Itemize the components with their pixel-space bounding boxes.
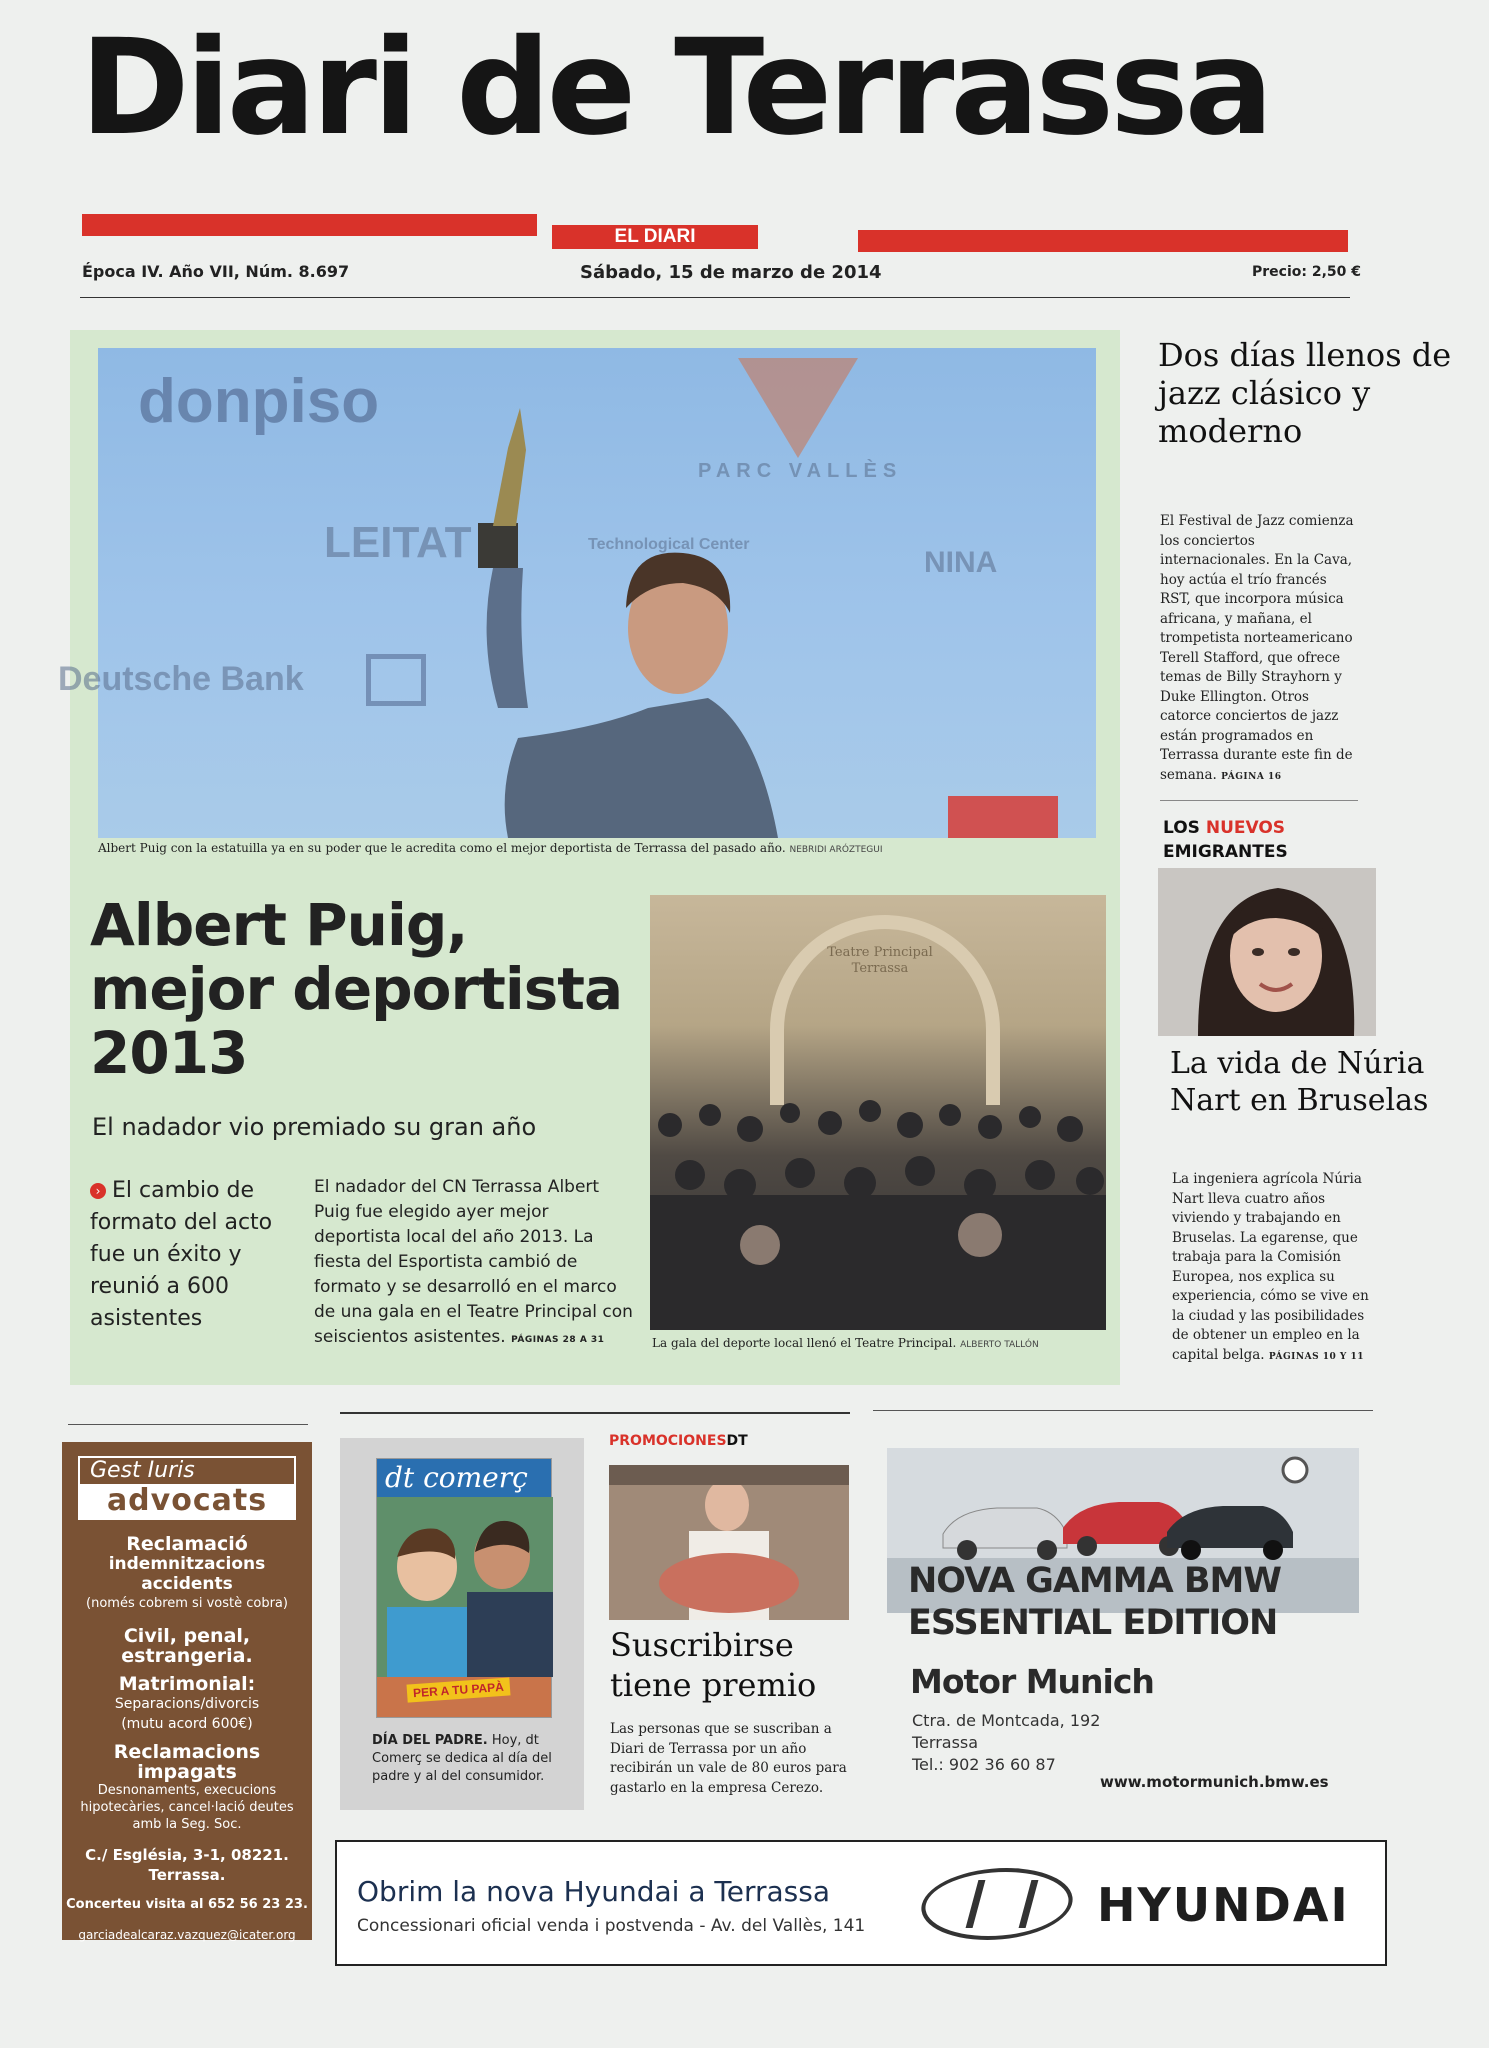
logo-bottom-text: advocats bbox=[80, 1484, 294, 1518]
dt-comerc-text bbox=[372, 1732, 562, 1786]
main-page-ref[interactable]: PÁGINAS 28 A 31 bbox=[511, 1335, 605, 1345]
masthead-rule bbox=[80, 297, 1350, 298]
hyundai-ad[interactable] bbox=[335, 1840, 1387, 1966]
crowd-icon bbox=[650, 1085, 1106, 1330]
dt-comerc-body: Hoy, dt Comerç se dedica al día del padre y al del consumidor. bbox=[372, 1733, 552, 1784]
sponsor-logo-leitat: LEITAT bbox=[324, 518, 472, 567]
adv-line-12: amb la Seg. Soc. bbox=[132, 1817, 242, 1832]
ad-gest-iuris[interactable] bbox=[62, 1442, 312, 1940]
adv-line-6: Matrimonial: bbox=[118, 1673, 256, 1695]
bmw-dealer-name: Motor Munich bbox=[910, 1662, 1154, 1701]
main-subhead: El nadador vio premiado su gran año bbox=[92, 1113, 537, 1141]
theatre-arch bbox=[770, 915, 1000, 1105]
hyundai-logo-icon bbox=[912, 1868, 1081, 1940]
sponsor-logo-parc-valles: PARC VALLÈS bbox=[698, 460, 903, 482]
bullet-arrow-icon: › bbox=[90, 1183, 106, 1199]
adv-line-11: hipotecàries, cancel·lació deutes bbox=[80, 1800, 294, 1815]
masthead-tagline: EL DIARI bbox=[552, 225, 758, 249]
jazz-page-ref[interactable]: PÁGINA 16 bbox=[1221, 771, 1282, 782]
gest-iuris-logo bbox=[78, 1456, 296, 1520]
adv-line-7: Separacions/divorcis bbox=[114, 1696, 260, 1712]
bottom-rule-mid bbox=[340, 1412, 850, 1414]
sponsor-logo-donpiso: donpiso bbox=[138, 367, 380, 436]
main-headline[interactable]: Albert Puig, mejor deportista 2013 bbox=[90, 891, 623, 1087]
cover-title: dt comerç bbox=[377, 1459, 551, 1497]
kicker-red: NUEVOS bbox=[1205, 818, 1286, 838]
hyundai-title: Obrim la nova Hyundai a Terrassa bbox=[357, 1875, 831, 1908]
bottom-rule-right bbox=[873, 1410, 1373, 1411]
jazz-body bbox=[1160, 512, 1360, 787]
logo-top-text: Gest Iuris bbox=[90, 1458, 195, 1483]
dt-comerc-lead: DÍA DEL PADRE. bbox=[372, 1733, 488, 1748]
hero-photo-caption bbox=[98, 841, 882, 855]
gala-photo[interactable] bbox=[650, 895, 1106, 1330]
issue-date: Sábado, 15 de marzo de 2014 bbox=[580, 262, 882, 283]
bullet-text: El cambio de formato del acto fue un éxito y reunió a 600 asistentes bbox=[90, 1178, 273, 1331]
bmw-address-line1: Ctra. de Montcada, 192 bbox=[912, 1711, 1101, 1730]
masthead-title: Diari de Terrassa bbox=[80, 11, 1270, 165]
bottom-rule-left bbox=[68, 1424, 308, 1425]
promo-body: Las personas que se suscriban a Diari de Terrassa por un año recibirán un vale de 80 euros para gastarlo en la empresa Cerezo. bbox=[610, 1721, 847, 1796]
nuria-body-text: La ingeniera agrícola Núria Nart lleva cuatro años viviendo y trabajando en Bruselas. La egarense, que trabaja para la Comisión Europea, nos explica su experiencia, cómo se vive en la ciudad y las posibilidades de obtener un empleo en la capital belga. bbox=[1172, 1171, 1369, 1363]
adv-line-5: estrangeria. bbox=[121, 1645, 253, 1667]
nuria-page-ref[interactable]: PÁGINAS 10 Y 11 bbox=[1268, 1351, 1364, 1362]
sponsor-red-badge bbox=[948, 796, 1058, 838]
sponsor-logo-deutsche-bank: Deutsche Bank bbox=[58, 660, 304, 698]
advocats-services bbox=[62, 1534, 312, 1945]
athlete-figure-icon bbox=[398, 408, 798, 838]
promo-label-red: PROMOCIONES bbox=[609, 1433, 727, 1449]
adv-line-2: indemnitzacions accidents bbox=[108, 1554, 266, 1594]
bmw-address-line2: Terrassa bbox=[912, 1733, 979, 1752]
bmw-phone[interactable]: Tel.: 902 36 60 87 bbox=[912, 1755, 1056, 1774]
masthead-red-bar-left bbox=[82, 214, 537, 236]
kicker-prefix: LOS bbox=[1163, 818, 1206, 838]
kicker-suffix: EMIGRANTES bbox=[1163, 842, 1288, 862]
dt-comerc-cover bbox=[376, 1458, 552, 1718]
bmw-title bbox=[908, 1560, 1281, 1644]
promo-photo[interactable] bbox=[609, 1465, 849, 1620]
main-bullet bbox=[90, 1175, 300, 1335]
cover-banner: PER A TU PAPÀ bbox=[406, 1677, 510, 1702]
edition-number: Época IV. Año VII, Núm. 8.697 bbox=[82, 262, 350, 281]
hero-caption-text: Albert Puig con la estatuilla ya en su poder que le acredita como el mejor deportista de Terrassa del pasado año. bbox=[98, 841, 786, 855]
gala-photo-caption bbox=[652, 1336, 1039, 1350]
butcher-icon bbox=[609, 1465, 849, 1620]
bmw-address bbox=[912, 1710, 1100, 1776]
adv-line-14: Terrassa. bbox=[148, 1866, 226, 1884]
adv-line-8: (mutu acord 600€) bbox=[121, 1716, 253, 1732]
promo-headline[interactable]: Suscribirse tiene premio bbox=[610, 1626, 817, 1704]
jazz-headline[interactable]: Dos días llenos de jazz clásico y moderno bbox=[1158, 336, 1452, 450]
theatre-sign: Teatre Principal Terrassa bbox=[827, 945, 933, 976]
adv-line-10: Desnonaments, execucions bbox=[97, 1783, 277, 1798]
adv-line-15: Concerteu visita al 652 56 23 23. bbox=[66, 1897, 308, 1912]
nuria-portrait[interactable] bbox=[1158, 868, 1376, 1036]
bmw-url[interactable]: www.motormunich.bmw.es bbox=[1100, 1773, 1329, 1791]
masthead-red-bar-right bbox=[858, 230, 1348, 252]
hyundai-wordmark: HYUNDAI bbox=[1097, 1878, 1350, 1932]
adv-line-3: (només cobrem si vostè cobra) bbox=[86, 1596, 288, 1611]
hero-photo-credit: NEBRIDI ARÓZTEGUI bbox=[789, 845, 883, 855]
portrait-icon bbox=[1158, 868, 1376, 1036]
sponsor-logo-nina: NINA bbox=[924, 546, 998, 579]
gala-caption-text: La gala del deporte local llenó el Teatre Principal. bbox=[652, 1336, 957, 1350]
hyundai-subtitle: Concessionari oficial venda i postvenda - Av. del Vallès, 141 bbox=[357, 1916, 866, 1936]
dt-comerc-promo[interactable] bbox=[340, 1438, 584, 1810]
promo-label bbox=[609, 1433, 748, 1449]
adv-line-9: Reclamacions impagats bbox=[113, 1741, 261, 1783]
nuria-body bbox=[1172, 1170, 1372, 1367]
hero-photo[interactable] bbox=[58, 348, 1096, 838]
adv-email[interactable]: garciadealcaraz.vazquez@icater.org bbox=[78, 1928, 296, 1942]
bmw-title-line2: ESSENTIAL EDITION bbox=[908, 1603, 1278, 1643]
adv-line-4: Civil, penal, bbox=[123, 1625, 251, 1647]
promo-label-dt: DT bbox=[726, 1433, 748, 1449]
main-body-text: El nadador del CN Terrassa Albert Puig fue elegido ayer mejor deportista local del año 2013. La fiesta del Esportista cambió de formato y se desarrolló en el marco de una gala en el Teatre Principal con seiscientos asistentes. bbox=[314, 1177, 633, 1347]
jazz-body-text: El Festival de Jazz comienza los conciertos internacionales. En la Cava, hoy actúa el trío francés RST, que incorpora música africana, y mañana, el trompetista norteamericano Terell Stafford, que ofrece temas de Billy Strayhorn y Duke Ellington. Otros catorce conciertos de jazz están programados en Terrassa durante este fin de semana. bbox=[1160, 513, 1354, 783]
nuria-headline[interactable]: La vida de Núria Nart en Bruselas bbox=[1170, 1046, 1429, 1118]
bmw-title-line1: NOVA GAMMA BMW bbox=[908, 1561, 1281, 1601]
sponsor-logo-technological: Technological Center bbox=[588, 536, 750, 553]
father-child-icon bbox=[377, 1497, 553, 1677]
main-body bbox=[314, 1175, 634, 1353]
nuria-kicker bbox=[1163, 816, 1288, 864]
gala-photo-credit: ALBERTO TALLÓN bbox=[960, 1340, 1039, 1350]
jazz-rule bbox=[1160, 800, 1358, 801]
adv-line-1: Reclamació bbox=[126, 1533, 248, 1555]
adv-line-13: C./ Església, 3-1, 08221. bbox=[85, 1846, 289, 1864]
price: Precio: 2,50 € bbox=[1252, 264, 1362, 280]
